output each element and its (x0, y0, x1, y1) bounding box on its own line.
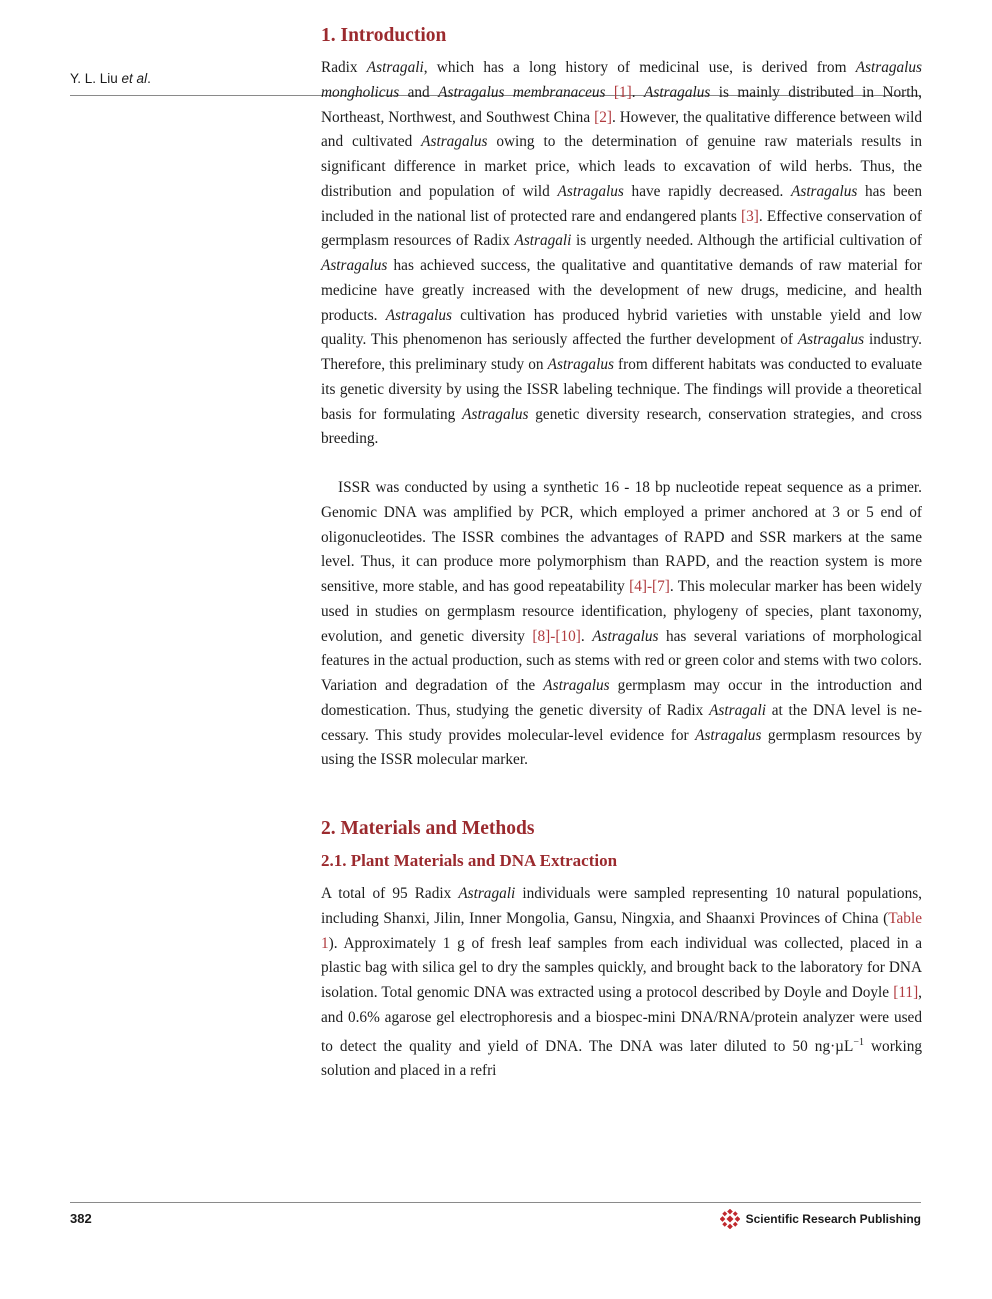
section-heading-materials-methods: 2. Materials and Methods (321, 818, 535, 839)
methods-paragraph-1: A total of 95 Radix Astragali individuals were sampled representing 10 natural populations, including Shanxi, Jilin, Inner Mongolia, Gansu, Ningxia, and Shaanxi Provinces of China (Table 1). Approximately 1 g of fresh leaf samples from each individual was collected, placed in a plastic bag with silica gel to dry the samples quickly, and brought back to the laboratory for DNA isolation. Total genomic DNA was extracted using a protocol described by Doyle and Doyle [11], and 0.6% agarose gel electrophoresis and a biospec-mini DNA/RNA/protein analyzer were used to detect the quality and yield of DNA. The DNA was later diluted to 50 ng·µL$^{-1}$ working solution and placed in a refri (321, 885, 922, 1080)
page-number: 382 (70, 1211, 92, 1226)
publisher-star-icon (720, 1209, 740, 1229)
citation-link[interactable]: [2] (594, 108, 612, 126)
publisher-logo (720, 1209, 921, 1229)
footer-rule (70, 1202, 921, 1203)
citation-link[interactable]: [8]-[10] (532, 627, 581, 645)
introduction-paragraph-1: Radix Astragali, which has a long history of medicinal use, is derived from Astragalus mongholicus and Astragalus membranaceus [1]. Astragalus is mainly distributed in North, Northeast, Northwest, and Southwest China [2]. However, the qualitative difference between wild and cultivated Astragalus owing to the determination of genuine raw materials results in significant difference in market price, which leads to excavation of wild herbs. Thus, the distribution and population of wild Astragalus have rapidly decreased. Astragalus has been included in the national list of protected rare and endangered plants [3]. Effective conservation of germplasm resources of Radix Astragali is urgently needed. Although the artificial cultivation of Astragalus has achieved success, the qualitative and quantitative demands of raw material for medicine have greatly increased with the development of new drugs, medicine, and health products. Astragalus cultivation has produced hybrid varieties with unstable yield and low quality. This phenomenon has seriously affected the further development of Astragalus industry. Therefore, this preliminary study on Astragalus from different habitats was conducted to evaluate its genetic diversity by using the ISSR labeling technique. The findings will provide a theoretical basis for formulating Astragalus genetic diversity research, conservation strategies, and cross breeding. (321, 59, 923, 448)
citation-link[interactable]: [3] (741, 207, 759, 225)
citation-link[interactable]: [1] (613, 83, 632, 101)
introduction-paragraph-2: ISSR was conducted by using a synthetic 16 - 18 bp nucleotide repeat sequence as a primer. Genomic DNA was amplified by PCR, which employed a primer anchored at 3 or 5 end of oligonucleotides. The ISSR combines the advantages of RAPD and SSR markers at the same level. Thus, it can produce more polymorphism than RAPD, and the reaction system is more sensitive, more stable, and has good repeatability [4]-[7]. This molecular marker has been widely used in studies on germplasm resource identification, phylogeny of species, plant taxonomy, evolution, and genetic diversity [8]-[10]. Astragalus has several variations of morphological features in the actual production, such as stems with red or green color and stems with two colors. Variation and degradation of the Astragalus germplasm may occur in the introduction and domestication. Thus, studying the genetic diversity of Radix Astragali at the DNA level is necessary. This study provides molecular-level evidence for Astragalus germplasm resources by using the ISSR molecular marker. (321, 479, 922, 769)
citation-link[interactable]: [4]-[7] (629, 578, 670, 595)
subsection-heading-plant-materials: 2.1. Plant Materials and DNA Extraction (321, 851, 618, 870)
citation-link[interactable]: [11] (893, 984, 919, 1001)
section-heading-introduction: 1. Introduction (321, 25, 447, 46)
table-link[interactable]: Table 1 (321, 909, 922, 952)
publisher-name: Scientific Research Publishing (745, 1212, 921, 1226)
running-header-author: Y. L. Liu et al. (70, 71, 151, 86)
